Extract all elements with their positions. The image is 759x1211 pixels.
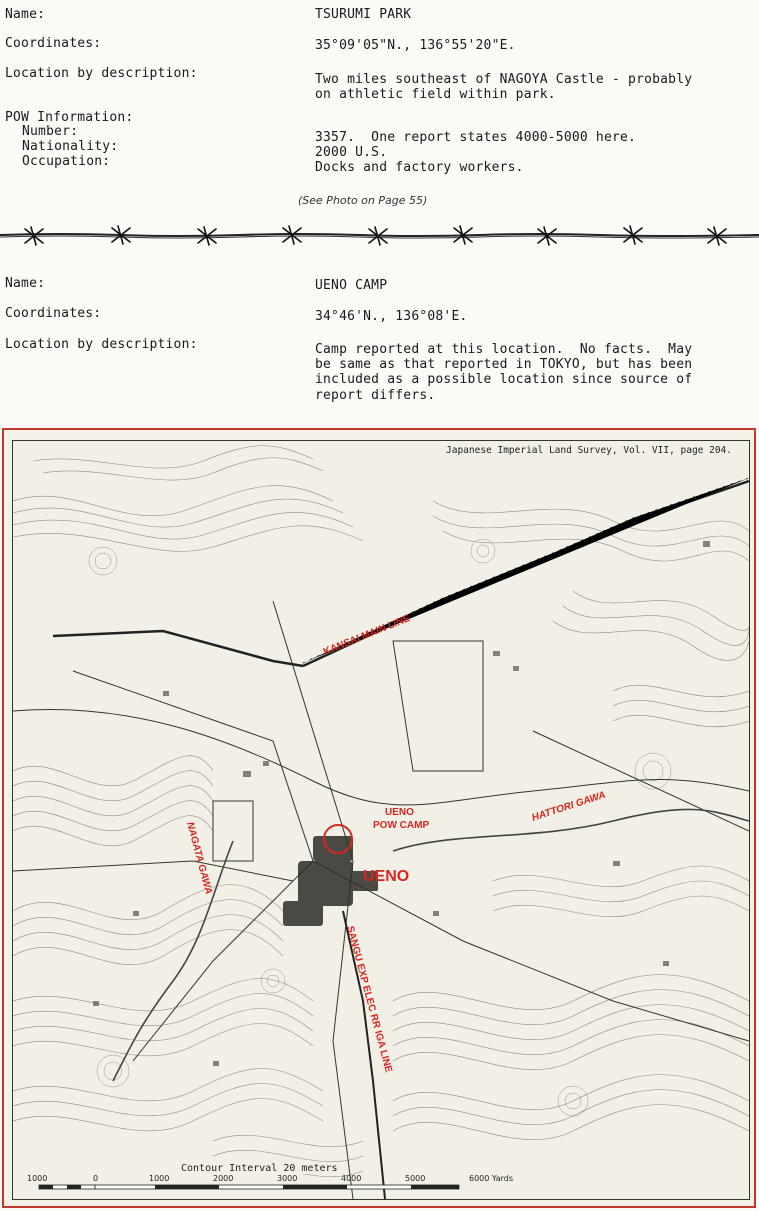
sangu-line-label: SANGU EXP ELEC RR IGA LINE <box>344 924 394 1074</box>
scale-tick-label: 6000 Yards <box>469 1174 513 1183</box>
hattori-gawa-label: HATTORI GAWA <box>530 789 608 824</box>
record1-name-value: TSURUMI PARK <box>315 7 412 22</box>
record1-occupation-label: Occupation: <box>22 154 111 169</box>
record2-name-value: UENO CAMP <box>315 278 388 293</box>
topographic-map <box>12 440 750 1200</box>
map-artwork <box>13 441 749 1199</box>
record1-occupation-value: Docks and factory workers. <box>315 160 524 175</box>
record1-name-label: Name: <box>5 7 46 22</box>
scale-tick-label: 2000 <box>213 1174 234 1183</box>
record2-loc-value-4: report differs. <box>315 388 436 403</box>
ueno-city-label: UENO <box>363 868 410 885</box>
record1-number-label: Number: <box>22 124 79 139</box>
scale-bar <box>39 1185 459 1189</box>
record1-number-value: 3357. One report states 4000-5000 here. <box>315 130 637 145</box>
pow-camp-label: POW CAMP <box>373 820 430 831</box>
scale-tick-label: 0 <box>93 1174 99 1183</box>
record2-coord-label: Coordinates: <box>5 306 102 321</box>
record2-loc-value-1: Camp reported at this location. No facts. May <box>315 342 693 357</box>
scale-tick-label: 4000 <box>341 1174 362 1183</box>
record2-loc-value-3: included as a possible location since source of <box>315 372 693 387</box>
record1-coord-value: 35°09'05"N., 136°55'20"E. <box>315 38 516 53</box>
kansai-line-text: KANSAI MAIN LINE <box>322 613 412 658</box>
record1-nationality-label: Nationality: <box>22 139 119 154</box>
barbed-wire-divider <box>0 222 759 248</box>
record1-loc-value-2: on athletic field within park. <box>315 87 556 102</box>
topographic-map-frame <box>2 428 756 1208</box>
record2-name-label: Name: <box>5 276 46 291</box>
record2-coord-value: 34°46'N., 136°08'E. <box>315 309 468 324</box>
contour-interval-label: Contour Interval 20 meters <box>177 1163 342 1174</box>
ueno-pow-label: UENO <box>385 807 414 818</box>
record1-pow-label: POW Information: <box>5 110 134 125</box>
photo-reference-note: (See Photo on Page 55) <box>298 194 428 207</box>
record1-nationality-value: 2000 U.S. <box>315 145 388 160</box>
record1-loc-value-1: Two miles southeast of NAGOYA Castle - probably <box>315 72 693 87</box>
map-credit: Japanese Imperial Land Survey, Vol. VII, page 204. <box>443 445 735 456</box>
scale-tick-label: 1000 <box>149 1174 170 1183</box>
record1-coord-label: Coordinates: <box>5 36 102 51</box>
record2-loc-value-2: be same as that reported in TOKYO, but has been <box>315 357 693 372</box>
scale-tick-label: 1000 <box>27 1174 48 1183</box>
nagata-gawa-label: NAGATA GAWA <box>184 820 214 896</box>
record2-loc-label: Location by description: <box>5 337 198 352</box>
scale-tick-label: 5000 <box>405 1174 426 1183</box>
scale-tick-label: 3000 <box>277 1174 298 1183</box>
record1-loc-label: Location by description: <box>5 66 198 81</box>
